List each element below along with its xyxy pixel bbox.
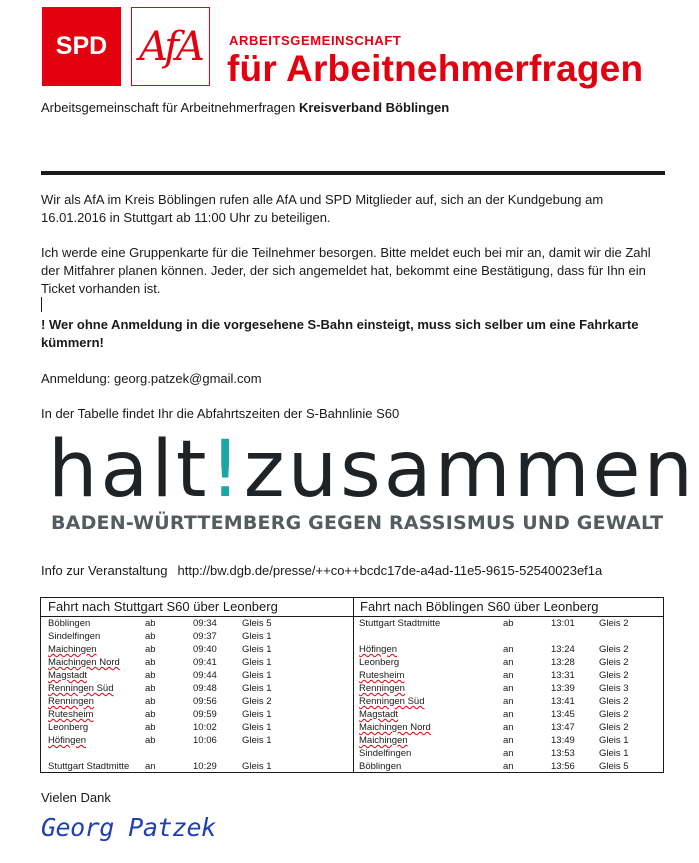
time-cell: 13:53 — [551, 748, 575, 759]
info-url-link[interactable]: http://bw.dgb.de/presse/++co++bcdc17de-a4ad-11e5-9615-52540023ef1a — [177, 563, 603, 578]
time-cell: 13:31 — [551, 670, 575, 681]
station-cell: Stuttgart Stadtmitte — [359, 618, 441, 629]
platform-cell: Gleis 2 — [599, 670, 629, 681]
time-cell: 09:59 — [193, 709, 217, 720]
station-cell: Renningen — [48, 696, 94, 707]
direction-cell: ab — [145, 722, 156, 733]
table-row — [353, 630, 663, 643]
platform-cell: Gleis 1 — [599, 748, 629, 759]
station-cell: Renningen Süd — [359, 696, 425, 707]
paragraph-warning: ! Wer ohne Anmeldung in die vorgesehene S-Bahn einsteigt, muss sich selber um eine Fahrkarte kümmern! — [41, 317, 639, 350]
platform-cell: Gleis 2 — [599, 657, 629, 668]
platform-cell: Gleis 2 — [599, 618, 629, 629]
exclamation-icon: ! — [209, 425, 244, 515]
time-cell: 09:56 — [193, 696, 217, 707]
table-row — [41, 630, 353, 643]
direction-cell: ab — [145, 618, 156, 629]
table-row — [353, 721, 663, 734]
organization-prefix: Arbeitsgemeinschaft für Arbeitnehmerfragen — [41, 100, 299, 115]
direction-cell: ab — [145, 683, 156, 694]
timetable — [40, 597, 664, 773]
station-cell: Renningen — [359, 683, 405, 694]
platform-cell: Gleis 5 — [242, 618, 272, 629]
timetable-inbound-title: Fahrt nach Böblingen S60 über Leonberg — [353, 598, 663, 617]
table-row — [353, 760, 663, 773]
platform-cell: Gleis 5 — [599, 761, 629, 772]
paragraph-table-intro: In der Tabelle findet Ihr die Abfahrtszeiten der S-Bahnlinie S60 — [41, 406, 400, 421]
time-cell: 13:24 — [551, 644, 575, 655]
campaign-word-left: halt — [48, 425, 210, 515]
table-row — [41, 760, 353, 773]
time-cell: 13:49 — [551, 735, 575, 746]
direction-cell: an — [503, 657, 514, 668]
platform-cell: Gleis 2 — [599, 644, 629, 655]
platform-cell: Gleis 1 — [242, 683, 272, 694]
direction-cell: ab — [145, 709, 156, 720]
platform-cell: Gleis 2 — [599, 696, 629, 707]
organization-district: Kreisverband Böblingen — [298, 100, 450, 115]
platform-cell: Gleis 2 — [599, 709, 629, 720]
platform-cell: Gleis 1 — [242, 657, 272, 668]
direction-cell: ab — [145, 670, 156, 681]
spd-logo-text: SPD — [55, 32, 108, 60]
table-row — [353, 682, 663, 695]
station-cell: Maichingen Nord — [48, 657, 120, 668]
station-cell: Sindelfingen — [48, 631, 101, 642]
time-cell: 09:48 — [193, 683, 217, 694]
station-cell: Leonberg — [48, 722, 89, 733]
direction-cell: an — [503, 670, 514, 681]
table-row — [41, 643, 353, 656]
time-cell: 13:47 — [551, 722, 575, 733]
direction-cell: ab — [145, 644, 156, 655]
time-cell: 10:29 — [193, 761, 217, 772]
direction-cell: an — [503, 709, 514, 720]
platform-cell: Gleis 2 — [599, 722, 629, 733]
station-cell: Stuttgart Stadtmitte — [48, 761, 130, 772]
platform-cell: Gleis 1 — [242, 670, 272, 681]
station-cell: Böblingen — [48, 618, 91, 629]
station-cell: Leonberg — [359, 657, 400, 668]
time-cell: 09:37 — [193, 631, 217, 642]
direction-cell: an — [503, 735, 514, 746]
platform-cell: Gleis 1 — [242, 735, 272, 746]
afa-logo — [131, 7, 210, 86]
closing-thanks: Vielen Dank — [41, 790, 111, 805]
table-row — [353, 643, 663, 656]
campaign-subtitle: BADEN-WÜRTTEMBERG GEGEN RASSISMUS UND GEWALT — [51, 512, 664, 534]
station-cell: Rutesheim — [359, 670, 405, 681]
time-cell: 13:56 — [551, 761, 575, 772]
station-cell: Magstadt — [48, 670, 88, 681]
time-cell: 13:28 — [551, 657, 575, 668]
afa-logo-text: AfA — [139, 23, 202, 70]
time-cell: 13:45 — [551, 709, 575, 720]
time-cell: 13:41 — [551, 696, 575, 707]
table-row — [41, 669, 353, 682]
station-cell: Maichingen Nord — [359, 722, 431, 733]
timetable-outbound — [41, 598, 354, 772]
table-row — [41, 708, 353, 721]
direction-cell: an — [503, 696, 514, 707]
table-row — [353, 747, 663, 760]
platform-cell: Gleis 1 — [242, 722, 272, 733]
time-cell: 10:02 — [193, 722, 217, 733]
table-row — [41, 656, 353, 669]
platform-cell: Gleis 1 — [242, 631, 272, 642]
station-cell: Maichingen — [359, 735, 408, 746]
time-cell: 13:01 — [551, 618, 575, 629]
table-row — [353, 656, 663, 669]
platform-cell: Gleis 1 — [242, 709, 272, 720]
table-row — [41, 682, 353, 695]
info-label: Info zur Veranstaltung — [41, 563, 168, 578]
platform-cell: Gleis 1 — [242, 644, 272, 655]
time-cell: 10:06 — [193, 735, 217, 746]
station-cell: Sindelfingen — [359, 748, 412, 759]
horizontal-rule — [41, 171, 665, 175]
paragraph-registration: Anmeldung: georg.patzek@gmail.com — [41, 371, 262, 386]
direction-cell: ab — [145, 735, 156, 746]
time-cell: 09:41 — [193, 657, 217, 668]
table-row — [41, 721, 353, 734]
direction-cell: ab — [145, 657, 156, 668]
table-row — [353, 669, 663, 682]
campaign-word-right: zusammen — [243, 425, 696, 515]
platform-cell: Gleis 1 — [242, 761, 272, 772]
text-cursor — [41, 297, 42, 312]
station-cell: Renningen Süd — [48, 683, 114, 694]
table-row — [353, 708, 663, 721]
timetable-inbound-rows — [353, 617, 663, 773]
direction-cell: ab — [503, 618, 514, 629]
station-cell: Maichingen — [48, 644, 97, 655]
organization-line — [41, 100, 449, 115]
time-cell: 09:44 — [193, 670, 217, 681]
platform-cell: Gleis 2 — [242, 696, 272, 707]
table-row — [353, 695, 663, 708]
direction-cell: ab — [145, 631, 156, 642]
info-line — [41, 563, 602, 578]
time-cell: 09:40 — [193, 644, 217, 655]
table-row — [41, 695, 353, 708]
table-row — [41, 747, 353, 760]
direction-cell: an — [145, 761, 156, 772]
station-cell: Magstadt — [359, 709, 399, 720]
paragraph-group-ticket: Ich werde eine Gruppenkarte für die Teilnehmer besorgen. Bitte meldet euch bei mir an, damit wir die Zahl der Mitfahrer planen können. Jeder, der sich angemeldet hat, bekommt eine Bestätigung, dass für Ihn ein Ticket vorhanden ist. — [41, 245, 651, 296]
direction-cell: an — [503, 644, 514, 655]
direction-cell: an — [503, 683, 514, 694]
campaign-logo — [48, 420, 696, 520]
timetable-outbound-title: Fahrt nach Stuttgart S60 über Leonberg — [41, 598, 353, 617]
header-title-large: für Arbeitnehmerfragen — [227, 48, 644, 89]
direction-cell: ab — [145, 696, 156, 707]
timetable-outbound-rows — [41, 617, 353, 773]
station-cell: Höfingen — [359, 644, 398, 655]
table-row — [353, 734, 663, 747]
station-cell: Höfingen — [48, 735, 87, 746]
time-cell: 09:34 — [193, 618, 217, 629]
table-row — [353, 617, 663, 630]
table-row — [41, 734, 353, 747]
timetable-inbound — [353, 598, 663, 772]
platform-cell: Gleis 3 — [599, 683, 629, 694]
direction-cell: an — [503, 761, 514, 772]
direction-cell: an — [503, 722, 514, 733]
signature: Georg Patzek — [41, 813, 216, 842]
station-cell: Rutesheim — [48, 709, 94, 720]
platform-cell: Gleis 1 — [599, 735, 629, 746]
paragraph-call-to-action: Wir als AfA im Kreis Böblingen rufen alle AfA und SPD Mitglieder auf, sich an der Kundgebung am 16.01.2016 in Stuttgart ab 11:00 Uhr zu beteiligen. — [41, 192, 604, 225]
table-row — [41, 617, 353, 630]
time-cell: 13:39 — [551, 683, 575, 694]
header-title-small: ARBEITSGEMEINSCHAFT — [229, 33, 402, 48]
spd-logo — [42, 7, 121, 86]
station-cell: Böblingen — [359, 761, 402, 772]
direction-cell: an — [503, 748, 514, 759]
